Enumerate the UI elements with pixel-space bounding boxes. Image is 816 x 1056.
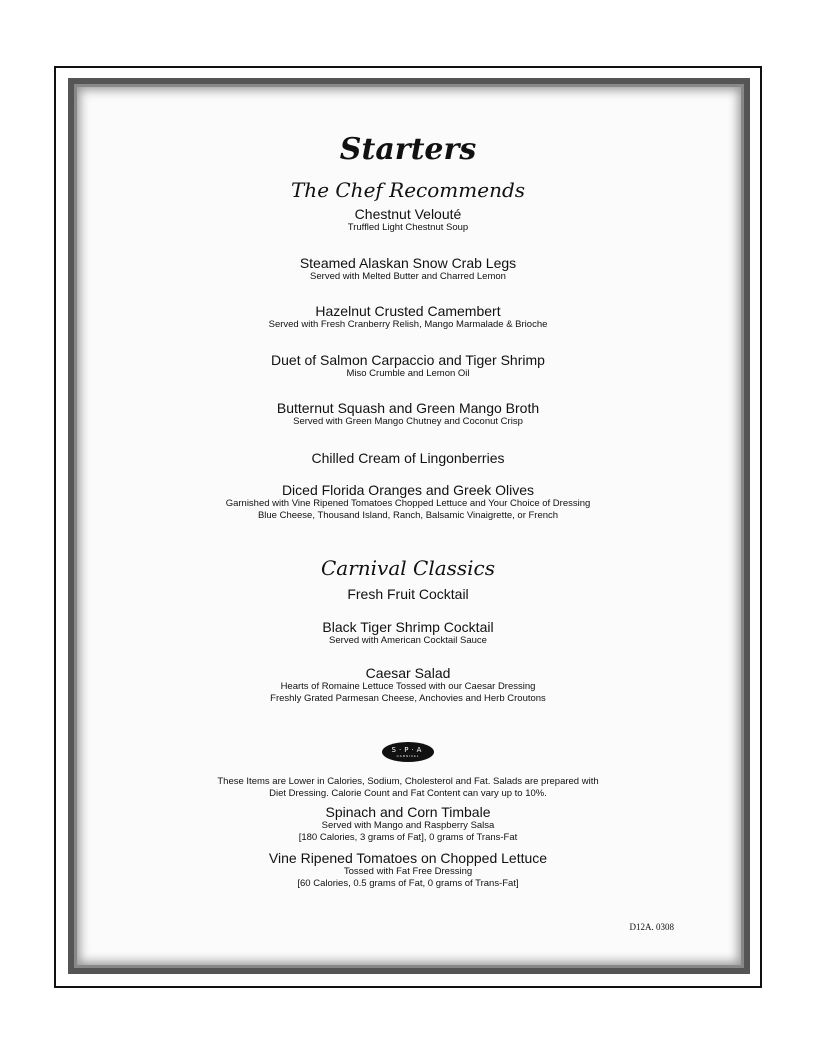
dish-description: Blue Cheese, Thousand Island, Ranch, Balsamic Vinaigrette, or French [257, 510, 559, 521]
menu-item [56, 850, 760, 890]
menu-title: Starters [339, 132, 477, 167]
spa-logo-text: S·P·A [391, 746, 425, 754]
dish-description: Served with Fresh Cranberry Relish, Mango Marmalade & Brioche [268, 319, 548, 330]
spa-note [56, 776, 760, 800]
dish-description: Tossed with Fat Free Dressing [343, 866, 473, 877]
dish-name: Steamed Alaskan Snow Crab Legs [299, 255, 517, 271]
menu-content [56, 68, 760, 986]
spa-note-line: These Items are Lower in Calories, Sodium, Cholesterol and Fat. Salads are prepared with [217, 776, 599, 787]
spa-logo [382, 742, 434, 762]
dish-description: Served with Melted Butter and Charred Lemon [310, 271, 506, 282]
dish-description: Served with American Cocktail Sauce [329, 635, 487, 646]
menu-item [56, 400, 760, 428]
dish-name: Chilled Cream of Lingonberries [311, 450, 505, 466]
dish-description: Truffled Light Chestnut Soup [347, 222, 469, 233]
section-chef-recommends [56, 178, 760, 202]
dish-description: Hearts of Romaine Lettuce Tossed with our Caesar Dressing [280, 681, 536, 692]
dish-name: Diced Florida Oranges and Greek Olives [281, 482, 535, 498]
dish-name: Caesar Salad [365, 665, 451, 681]
menu-item [56, 255, 760, 283]
menu-item [56, 665, 760, 705]
dish-description: Served with Mango and Raspberry Salsa [321, 820, 495, 831]
menu-item [56, 482, 760, 522]
dish-description: Served with Green Mango Chutney and Coconut Crisp [293, 416, 523, 427]
dish-name: Chestnut Velouté [354, 206, 462, 222]
menu-item [56, 619, 760, 647]
dish-description: [60 Calories, 0.5 grams of Fat, 0 grams of Trans-Fat] [297, 878, 519, 889]
menu-code: D12A. 0308 [629, 922, 674, 932]
spa-logo-subtext: CARNIVAL [396, 754, 420, 758]
page-frame [54, 66, 762, 988]
menu-item [56, 352, 760, 380]
section-heading: Carnival Classics [320, 556, 496, 580]
menu-item [56, 586, 760, 602]
section-carnival-classics [56, 556, 760, 580]
dish-name: Vine Ripened Tomatoes on Chopped Lettuce [268, 850, 548, 866]
dish-name: Spinach and Corn Timbale [325, 804, 491, 820]
menu-item [56, 804, 760, 844]
dish-name: Butternut Squash and Green Mango Broth [276, 400, 540, 416]
dish-name: Duet of Salmon Carpaccio and Tiger Shrimp [271, 352, 545, 368]
dish-description: [180 Calories, 3 grams of Fat], 0 grams of Trans-Fat [298, 832, 518, 843]
section-heading: The Chef Recommends [290, 178, 526, 202]
dish-name: Hazelnut Crusted Camembert [315, 303, 501, 319]
spa-note-line: Diet Dressing. Calorie Count and Fat Content can vary up to 10%. [269, 788, 547, 799]
dish-description: Miso Crumble and Lemon Oil [346, 368, 470, 379]
dish-description: Freshly Grated Parmesan Cheese, Anchovies and Herb Croutons [270, 693, 546, 704]
menu-item [56, 303, 760, 331]
dish-name: Fresh Fruit Cocktail [347, 586, 469, 602]
menu-item [56, 206, 760, 234]
dish-description: Garnished with Vine Ripened Tomatoes Chopped Lettuce and Your Choice of Dressing [225, 498, 591, 509]
dish-name: Black Tiger Shrimp Cocktail [322, 619, 494, 635]
menu-item [56, 450, 760, 466]
